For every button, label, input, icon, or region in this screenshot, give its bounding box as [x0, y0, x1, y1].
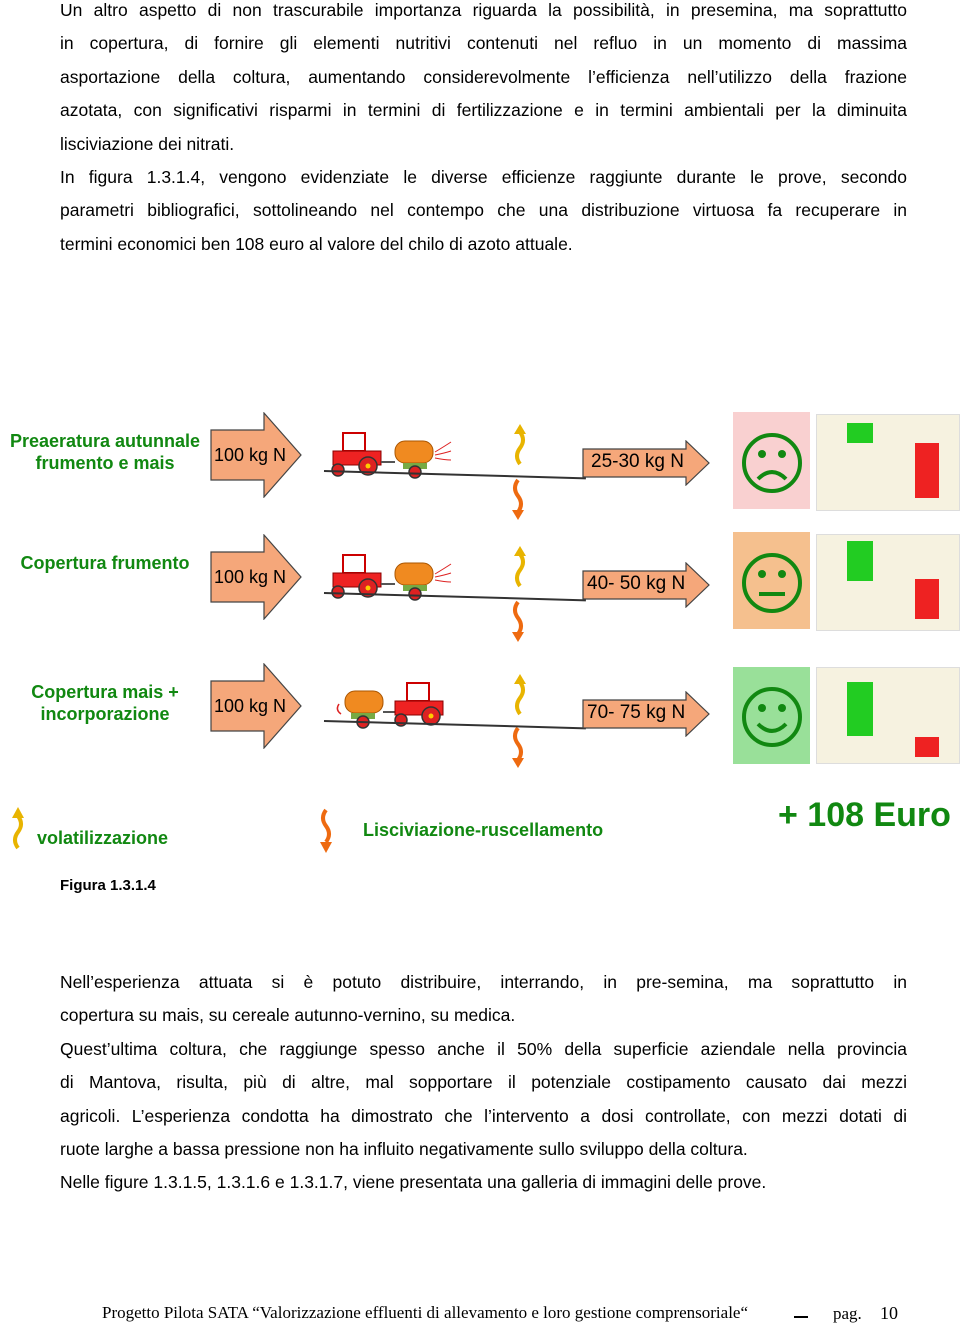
volatilization-legend-icon: [6, 806, 28, 850]
legend-volatilization: volatilizzazione: [37, 828, 169, 848]
text-line: lisciviazione dei nitrati.: [60, 133, 235, 154]
green-bar: [847, 423, 873, 443]
leaching-arrow-icon: [508, 726, 530, 768]
green-bar: [847, 682, 873, 736]
sad-face-icon: [741, 432, 803, 494]
text-line: Nell’esperienza attuata si è potuto distribuire, interrando, in pre-semina, ma soprattutto in: [60, 972, 907, 992]
output-dose: 70- 75 kg N: [587, 702, 686, 723]
body-paragraph: [60, 966, 907, 1200]
leaching-legend-icon: [316, 808, 338, 854]
text-line: agricoli. L’esperienza condotta ha dimostrato che l’intervento a dosi controllate, con mezzi dotati di: [60, 1105, 907, 1126]
mini-bar-chart: [816, 414, 960, 511]
input-dose: 100 kg N: [214, 445, 287, 465]
row-label-line: Copertura mais +: [31, 682, 179, 702]
green-bar: [847, 541, 873, 581]
row-label-line: Copertura frumento: [20, 553, 190, 573]
text-line: azotata, con significativi risparmi in termini di fertilizzazione e in termini ambientali per la diminuita: [60, 100, 907, 121]
legend-leaching: Lisciviazione-ruscellamento: [363, 820, 604, 840]
output-dose: 25-30 kg N: [591, 451, 684, 472]
text-line: copertura su mais, su cereale autunno-vernino, su medica.: [60, 1005, 516, 1026]
footer-title: Progetto Pilota SATA “Valorizzazione effluenti di allevamento e loro gestione comprensoriale“: [102, 1303, 749, 1322]
row-label-copertura-frumento: [5, 552, 205, 574]
input-dose: 100 kg N: [214, 696, 287, 716]
text-line: parametri bibliografici, sottolineando nel contempo che una distribuzione virtuosa fa recuperare in: [60, 200, 907, 221]
volatilization-arrow-icon: [510, 674, 532, 716]
footer-dash: [794, 1316, 808, 1318]
text-line: Quest’ultima coltura, che raggiunge spesso anche il 50% della superficie aziendale nella provincia: [60, 1038, 907, 1059]
text-line: In figura 1.3.1.4, vengono evidenziate le diverse efficienze raggiunte durante le prove, secondo: [60, 167, 907, 188]
intro-paragraph: [60, 0, 907, 261]
text-line: Un altro aspetto di non trascurabile importanza riguarda la possibilità, in presemina, ma soprattutto: [60, 0, 907, 20]
text-line: ruote larghe a bassa pressione non ha influito negativamente sullo sviluppo della coltura.: [60, 1139, 748, 1160]
mini-bar-chart: [816, 534, 960, 631]
text-line: di Mantova, risulta, più di altre, mal sopportare il potenziale costipamento causato dai mezzi: [60, 1072, 907, 1093]
leaching-arrow-icon: [508, 600, 530, 642]
text-line: asportazione della coltura, aumentando considerevolmente l’efficienza nell’utilizzo della frazione: [60, 66, 907, 87]
happy-face-icon: [741, 686, 803, 748]
page-number: 10: [880, 1303, 899, 1323]
neutral-face-icon: [741, 552, 803, 614]
text-line: Nelle figure 1.3.1.5, 1.3.1.6 e 1.3.1.7, viene presentata una galleria di immagini delle prove.: [60, 1172, 767, 1193]
text-line: in copertura, di fornire gli elementi nutritivi contenuti nel refluo in un momento di massima: [60, 33, 907, 54]
volatilization-arrow-icon: [510, 424, 532, 466]
output-dose: 40- 50 kg N: [587, 573, 686, 594]
red-bar: [915, 737, 939, 757]
red-bar: [915, 443, 939, 498]
volatilization-arrow-icon: [510, 546, 532, 588]
row-label-preaeratura: [5, 430, 205, 474]
savings-value: + 108 Euro: [778, 796, 951, 834]
mini-bar-chart: [816, 667, 960, 764]
red-bar: [915, 579, 939, 619]
leaching-arrow-icon: [508, 478, 530, 520]
row-label-line: incorporazione: [40, 704, 170, 724]
page-label: pag.: [833, 1304, 862, 1323]
row-label-copertura-mais: [5, 681, 205, 725]
figure-caption: Figura 1.3.1.4: [60, 877, 156, 894]
footer-page: [833, 1303, 898, 1324]
input-dose: 100 kg N: [214, 567, 287, 587]
row-label-line: frumento e mais: [35, 453, 175, 473]
row-label-line: Preaeratura autunnale: [9, 431, 201, 451]
text-line: termini economici ben 108 euro al valore del chilo di azoto attuale.: [60, 233, 573, 254]
